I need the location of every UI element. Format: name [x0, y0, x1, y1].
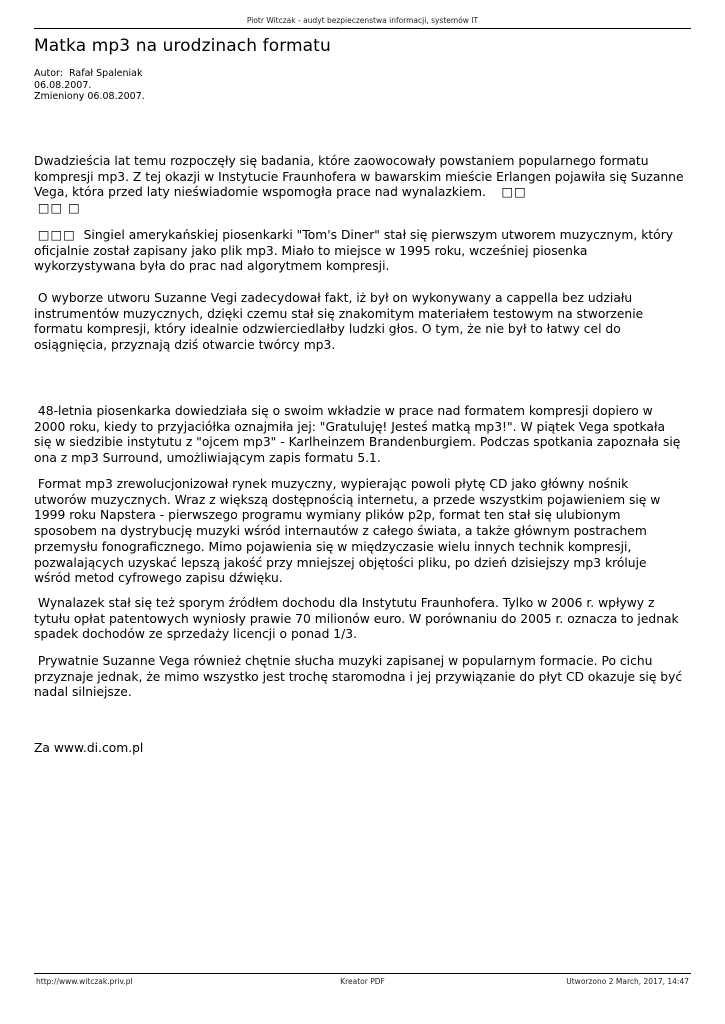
- paragraph-6-text: Wynalazek stał się też sporym źródłem dochodu dla Instytutu Fraunhofera. Tylko w 2006 r. wpływy z tytułu opłat patentowych wyniosły prawie 70 milionów euro. W porównaniu do 2005 r. oznacza to jednak spadek dochodów ze sprzedaży licencji o ponad 1/3.: [34, 596, 679, 642]
- author-line: Autor: Rafał Spaleniak: [34, 68, 143, 79]
- source-line: [34, 741, 684, 757]
- page-header: [34, 14, 691, 29]
- footer-generator: Kreator PDF: [340, 977, 385, 986]
- paragraph-7-text: Prywatnie Suzanne Vega również chętnie słucha muzyki zapisanej w popularnym formacie. Po cichu przyznaje jednak, że mimo wszystko jest trochę staromodna i jej przywiązanie do płyt CD okazuje się być nadal silniejsze.: [34, 654, 683, 700]
- header-text: Piotr Witczak - audyt bezpieczenstwa informacji, systemów IT: [246, 16, 479, 25]
- paragraph-1: [34, 154, 684, 217]
- paragraph-6: [34, 596, 684, 643]
- missing-glyphs: □□: [501, 185, 527, 200]
- paragraph-5-text: Format mp3 zrewolucjonizował rynek muzyczny, wypierając powoli płytę CD jako główny nośnik utworów muzycznych. Wraz z większą dostępnością internetu, a przede wszystkim pojawieniem się w 1999 roku Napstera - pierwszego programu wymiany plików p2p, format ten stał się ulubionym sposobem na dystrybucję muzyki wśród internautów z całego świata, a także głównym postrachem przemysłu fonograficznego. Mimo pojawienia się w międzyczasie wielu innych technik kompresji, pozwalających uzyskać lepszą jakość przy mniejszej objętości pliku, po dzień dzisiejszy mp3 króluje wśród metod cyfrowego zapisu dźwięku.: [34, 477, 661, 586]
- missing-glyphs: □□□: [37, 228, 76, 242]
- page-footer: [34, 973, 691, 988]
- footer-url[interactable]: http://www.witczak.priv.pl: [36, 977, 133, 986]
- paragraph-2-text: Singiel amerykańskiej piosenkarki "Tom's Diner" stał się pierwszym utworem muzycznym, który oficjalnie został zapisany jako plik mp3. Miało to miejsce w 1995 roku, wcześniej piosenka wykorzystywana była do prac nad algorytmem kompresji.: [34, 228, 674, 274]
- source-link[interactable]: Za www.di.com.pl: [34, 741, 144, 755]
- paragraph-7: [34, 654, 684, 701]
- paragraph-4-text: 48-letnia piosenkarka dowiedziała się o swoim wkładzie w prace nad formatem kompresji dopiero w 2000 roku, kiedy to przyjaciółka oznajmiła jej: "Gratuluję! Jesteś matką mp3!". W piątek Vega spotkała się w siedzibie instytutu z "ojcem mp3" - Karlheinzem Brandenburgiem. Podczas spotkania zapoznała się ona z mp3 Surround, umożliwiającym zapis formatu 5.1.: [34, 404, 681, 466]
- publish-date: 06.08.2007.: [34, 79, 92, 91]
- paragraph-5: [34, 477, 684, 587]
- article-title: Matka mp3 na urodzinach formatu: [34, 36, 331, 56]
- paragraph-4: [34, 404, 684, 467]
- article-meta: [34, 68, 145, 103]
- modified-date: Zmieniony 06.08.2007.: [34, 91, 145, 102]
- paragraph-1-text: Dwadzieścia lat temu rozpoczęły się badania, które zaowocowały powstaniem popularnego formatu kompresji mp3. Z tej okazji w Instytucie Fraunhofera w bawarskim mieście Erlangen pojawiła się Suzanne Vega, która przed laty nieświadomie wspomogła prace nad wynalazkiem.: [34, 154, 684, 200]
- missing-glyphs: □□ □: [37, 201, 81, 216]
- paragraph-2: [34, 228, 684, 275]
- footer-created: Utworzono 2 March, 2017, 14:47: [566, 977, 689, 986]
- paragraph-3-text: O wyborze utworu Suzanne Vegi zadecydował fakt, iż był on wykonywany a cappella bez udziału instrumentów muzycznych, dzięki czemu stał się znakomitym materiałem testowym na stworzenie formatu kompresji, który idealnie odzwierciedlałby ludzki głos. O tym, że nie był to łatwy cel do osiągnięcia, przyznają dziś otwarcie twórcy mp3.: [34, 291, 644, 353]
- paragraph-3: [34, 291, 684, 354]
